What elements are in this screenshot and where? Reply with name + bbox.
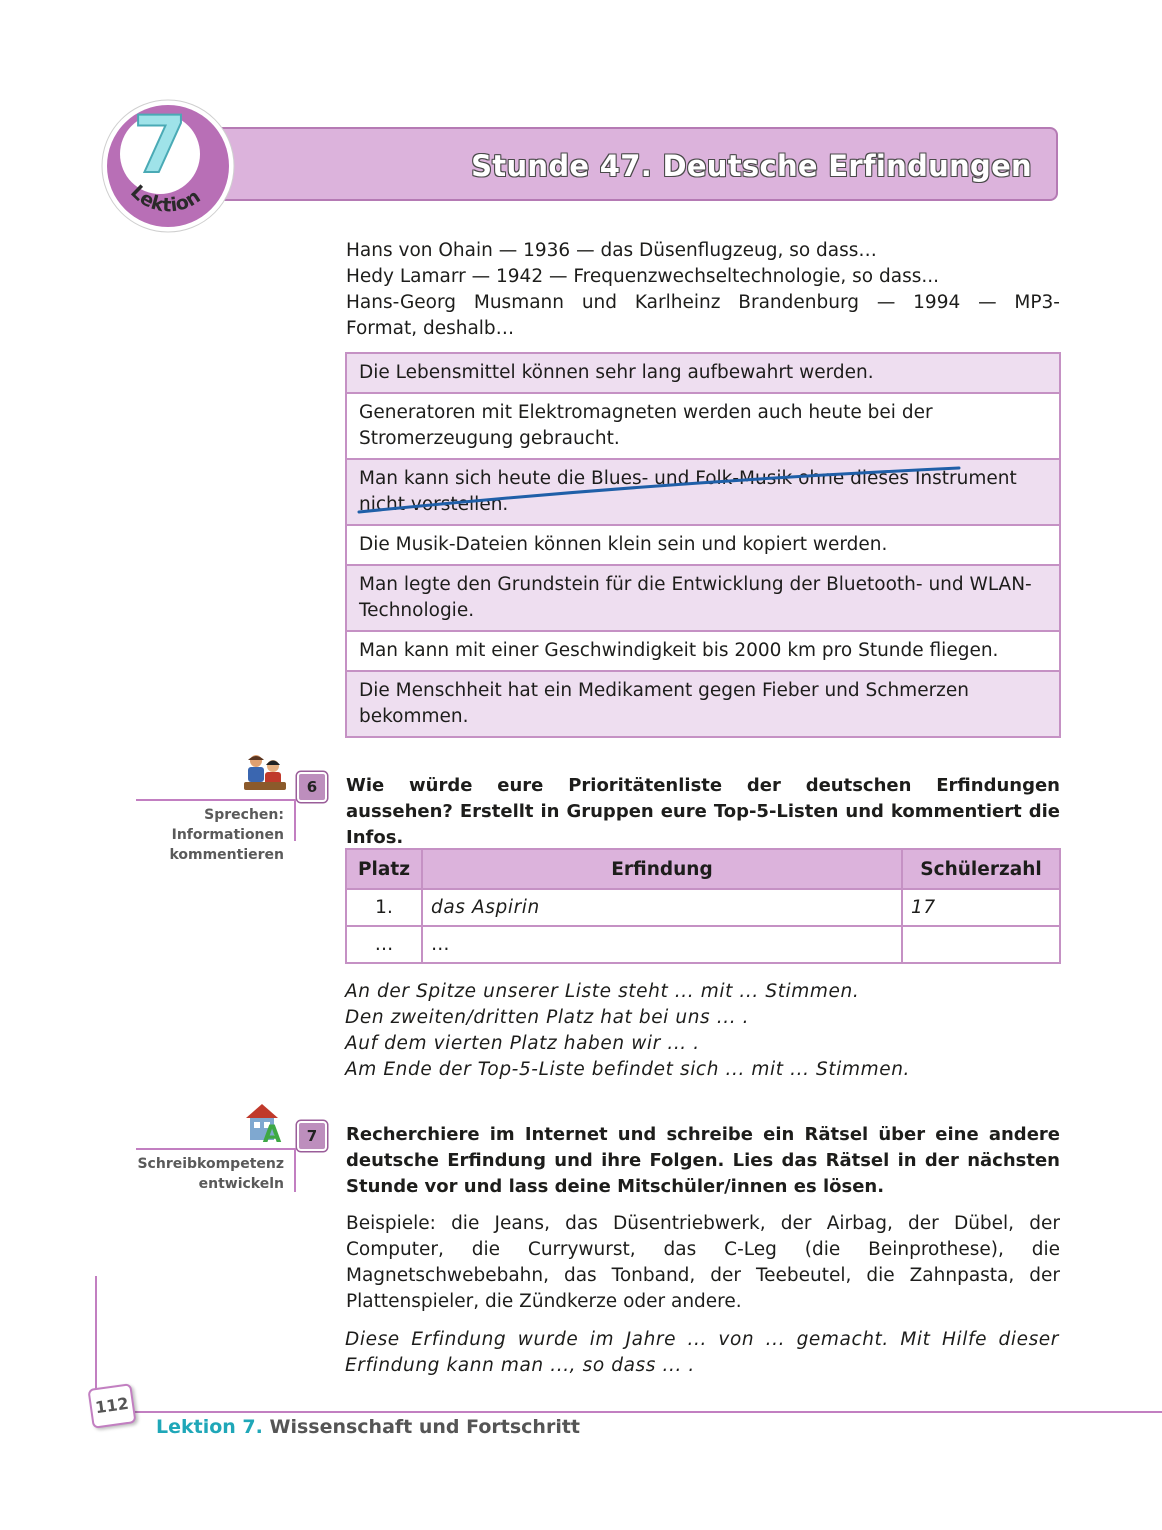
page-number: 112 bbox=[87, 1383, 136, 1429]
table-cell: … bbox=[346, 926, 422, 963]
table-cell: das Aspirin bbox=[422, 889, 902, 926]
running-footer bbox=[156, 1416, 580, 1438]
table-cell: Die Lebensmittel können sehr lang aufbewahrt werden. bbox=[346, 353, 1060, 393]
pen-strike-mark bbox=[355, 462, 965, 522]
column-header: Platz bbox=[346, 849, 422, 889]
table-cell: Man legte den Grundstein für die Entwicklung der Bluetooth- und WLAN-Technologie. bbox=[346, 565, 1060, 631]
table-cell: Die Musik-Dateien können klein sein und kopiert werden. bbox=[346, 525, 1060, 565]
lesson-badge bbox=[100, 98, 236, 234]
phrase-list bbox=[345, 979, 1059, 1083]
intro-line: Hans von Ohain — 1936 — das Düsenflugzeug, so dass… bbox=[346, 240, 877, 261]
task-instruction: Wie würde eure Prioritätenliste der deutschen Erfindungen aussehen? Erstellt in Gruppen eure Top-5-Listen und kommentiert die Infos. bbox=[346, 775, 1060, 848]
task-instruction: Recherchiere im Internet und schreibe ein Rätsel über eine andere deutsche Erfindung und ihre Folgen. Lies das Rätsel in der nächsten Stunde vor und lass deine Mitschüler/innen es lösen. bbox=[346, 1124, 1060, 1197]
footer-lesson-title: Wissenschaft und Fortschritt bbox=[269, 1416, 580, 1438]
examples-paragraph: Beispiele: die Jeans, das Düsentriebwerk, der Airbag, der Dübel, der Computer, die Currywurst, das C-Leg (die Beinprothese), die Magnetschwebebahn, das Tonband, der Teebeutel, die Zahnpasta, der Plattenspieler, die Zündkerze oder andere. bbox=[346, 1213, 1060, 1312]
table-row bbox=[346, 565, 1060, 631]
table-row bbox=[346, 631, 1060, 671]
phrase-line: Den zweiten/dritten Platz hat bei uns ... . bbox=[345, 1007, 750, 1028]
phrase-line: Am Ende der Top-5-Liste befindet sich ... mit ... Stimmen. bbox=[345, 1059, 911, 1080]
page-title: Stunde 47. Deutsche Erfindungen bbox=[471, 149, 1032, 183]
footer-rule-vertical bbox=[95, 1276, 97, 1396]
side-rule-vertical bbox=[294, 799, 296, 841]
table-row bbox=[346, 671, 1060, 737]
table-row bbox=[346, 525, 1060, 565]
table-header-row bbox=[346, 849, 1060, 889]
footer-rule bbox=[130, 1411, 1162, 1413]
lesson-word: Lektion bbox=[126, 180, 205, 217]
footer-lesson-label: Lektion 7. bbox=[156, 1416, 263, 1438]
table-cell: Die Menschheit hat ein Medikament gegen Fieber und Schmerzen bekommen. bbox=[346, 671, 1060, 737]
svg-text:A: A bbox=[262, 1120, 282, 1144]
side-rule bbox=[136, 1148, 296, 1150]
table-row bbox=[346, 889, 1060, 926]
phrase-line: An der Spitze unserer Liste steht ... mit ... Stimmen. bbox=[345, 981, 860, 1002]
speaking-people-icon bbox=[242, 752, 288, 794]
side-rule-vertical bbox=[294, 1148, 296, 1192]
phrase-line: Auf dem vierten Platz haben wir ... . bbox=[345, 1033, 700, 1054]
skill-label-speaking: Sprechen: Informationen kommentieren bbox=[169, 807, 284, 863]
table-cell bbox=[902, 926, 1060, 963]
task-number-badge: 7 bbox=[297, 1121, 327, 1151]
table-cell: Generatoren mit Elektromagneten werden auch heute bei der Stromerzeugung gebraucht. bbox=[346, 393, 1060, 459]
title-bar bbox=[222, 127, 1058, 201]
table-cell: Man kann sich heute die Blues- und Folk-Musik ohne dieses Instrument nicht vorstellen. bbox=[346, 459, 1060, 525]
intro-line: Format, deshalb… bbox=[346, 318, 515, 339]
side-rule bbox=[136, 799, 296, 801]
column-header: Erfindung bbox=[422, 849, 902, 889]
column-header: Schülerzahl bbox=[902, 849, 1060, 889]
skill-label-writing: Schreibkompetenz entwickeln bbox=[137, 1156, 284, 1192]
task-number-badge: 6 bbox=[297, 772, 327, 802]
lesson-number: 7 bbox=[132, 101, 188, 191]
intro-line: Hans-Georg Musmann und Karlheinz Brandenburg — 1994 — MP3- bbox=[346, 292, 1060, 313]
ranking-table bbox=[345, 848, 1061, 964]
consequences-table bbox=[345, 352, 1061, 738]
table-cell: 1. bbox=[346, 889, 422, 926]
phrase-line: Diese Erfindung wurde im Jahre ... von ... gemacht. Mit Hilfe dieser Erfindung kann man ..., so dass ... . bbox=[345, 1329, 1059, 1376]
writing-house-icon bbox=[242, 1100, 288, 1144]
table-row bbox=[346, 926, 1060, 963]
table-row bbox=[346, 353, 1060, 393]
table-row bbox=[346, 393, 1060, 459]
table-cell: 17 bbox=[902, 889, 1060, 926]
intro-lines bbox=[346, 238, 1060, 342]
intro-line: Hedy Lamarr — 1942 — Frequenzwechseltechnologie, so dass... bbox=[346, 266, 939, 287]
table-cell: Man kann mit einer Geschwindigkeit bis 2000 km pro Stunde fliegen. bbox=[346, 631, 1060, 671]
table-cell: … bbox=[422, 926, 902, 963]
